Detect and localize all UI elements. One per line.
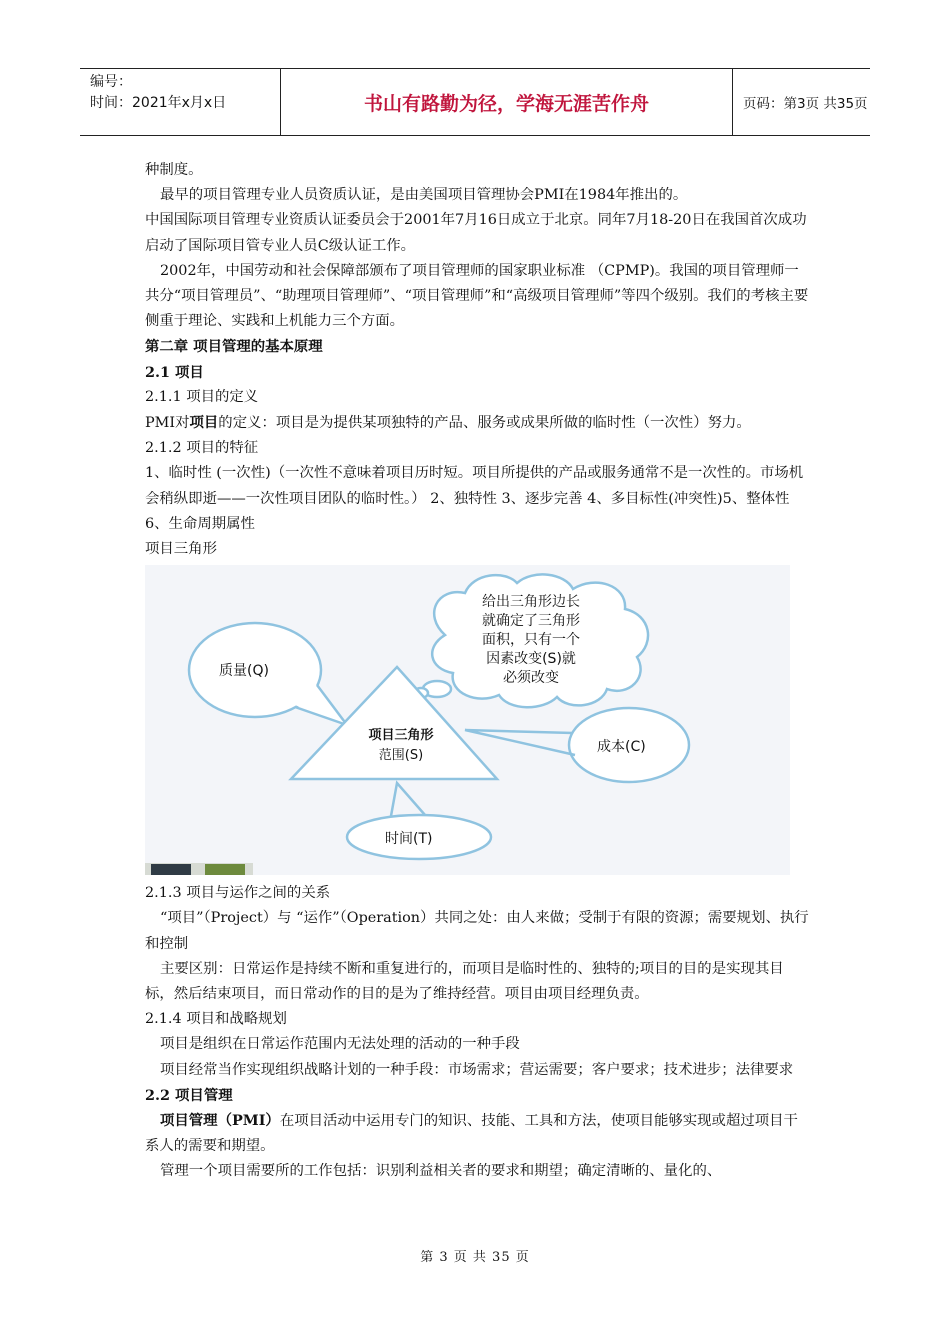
text-run: 的定义：项目是为提供某项独特的产品、服务或成果所做的临时性（一次性）努力。	[218, 415, 751, 432]
cost-label: 成本(C)	[597, 739, 646, 756]
subsection-heading: 2.1.3 项目与运作之间的关系	[145, 885, 331, 902]
time-label: 时间(T)	[385, 831, 433, 848]
header-left-cell	[80, 69, 280, 135]
triangle-scope-label: 范围(S)	[378, 748, 424, 764]
paragraph: 中国国际项目管理专业资质认证委员会于2001年7月16日成立于北京。同年7月18-20日在我国首次成功启动了国际项目管专业人员C级认证工作。	[145, 212, 807, 254]
page-header	[80, 68, 870, 136]
paragraph: “项目”（Project）与 “运作”（Operation）共同之处：由人来做；受制于有限的资源；需要规划、执行和控制	[145, 910, 809, 952]
triangle-title: 项目三角形	[368, 728, 434, 744]
time-pointer-edge	[391, 783, 425, 816]
number-label: 编号：	[90, 74, 132, 90]
paragraph: 2002年，中国劳动和社会保障部颁布了项目管理师的国家职业标准 （CPMP)。我国的项目管理师一共分“项目管理员”、“助理项目管理师”、“项目管理师”和“高级项目管理师”等四个级别。我们的考核主要侧重于理论、实践和上机能力三个方面。	[145, 262, 809, 330]
text-run: PMI对	[145, 415, 190, 432]
paragraph: 1、临时性 (一次性)（一次性不意味着项目历时短。项目所提供的产品或服务通常不是一次性的。市场机会稍纵即逝——一次性项目团队的临时性。） 2、独特性 3、逐步完善 4、多目标性(冲突性)5、整体性 6、生命周期属性	[145, 465, 804, 532]
paragraph: 最早的项目管理专业人员资质认证，是由美国项目管理协会PMI在1984年推出的。	[160, 187, 688, 204]
section-heading: 2.1 项目	[145, 363, 204, 381]
cloud-line: 面积，只有一个	[482, 632, 580, 649]
bold-term: 项目	[189, 414, 219, 432]
cloud-text	[451, 593, 611, 688]
subsection-heading: 2.1.1 项目的定义	[145, 388, 259, 405]
project-triangle-figure	[145, 565, 790, 875]
date-label: 时间：2021年x月x日	[90, 95, 227, 111]
thumbnail-dark	[151, 864, 191, 875]
bold-term: 项目管理（PMI）	[160, 1112, 280, 1130]
text-run: 在项目活动中运用专门的知识、技能、工具和方法，使项目能够实现或超过项目干系人的需要和期望。	[145, 1113, 798, 1155]
cloud-line: 因素改变(S)就	[486, 651, 576, 668]
chapter-heading: 第二章 项目管理的基本原理	[145, 338, 323, 356]
quality-label: 质量(Q)	[219, 663, 269, 680]
subsection-heading: 2.1.4 项目和战略规划	[145, 1011, 287, 1028]
paragraph	[145, 410, 810, 436]
paragraph: 项目经常当作实现组织战略计划的一种手段：市场需求；营运需要；客户要求；技术进步；法律要求	[160, 1061, 794, 1078]
cost-pointer-edge	[465, 730, 575, 755]
section-heading: 2.2 项目管理	[145, 1086, 233, 1104]
header-page-info: 页码：第3页 共35页	[743, 96, 868, 112]
paragraph: 主要区别：日常运作是持续不断和重复进行的，而项目是临时性的、独特的;项目的目的是实现其目标，然后结束项目，而日常动作的目的是为了维持经营。项目由项目经理负责。	[145, 960, 784, 1003]
cloud-line: 必须改变	[503, 670, 559, 687]
subsection-heading: 2.1.2 项目的特征	[145, 440, 259, 457]
thumbnail-green	[205, 864, 245, 875]
cloud-line: 给出三角形边长	[482, 594, 580, 611]
document-body	[145, 158, 810, 1185]
cloud-line: 就确定了三角形	[482, 613, 580, 630]
paragraph	[145, 1108, 810, 1159]
paragraph: 项目是组织在日常运作范围内无法处理的活动的一种手段	[160, 1036, 520, 1053]
paragraph: 管理一个项目需要所的工作包括：识别利益相关者的要求和期望；确定清晰的、量化的、	[160, 1163, 722, 1180]
figure-caption: 项目三角形	[145, 541, 217, 558]
page-footer: 第 3 页 共 35 页	[420, 1250, 530, 1265]
paragraph: 种制度。	[145, 162, 203, 178]
header-motto: 书山有路勤为径，学海无涯苦作舟	[280, 69, 733, 135]
